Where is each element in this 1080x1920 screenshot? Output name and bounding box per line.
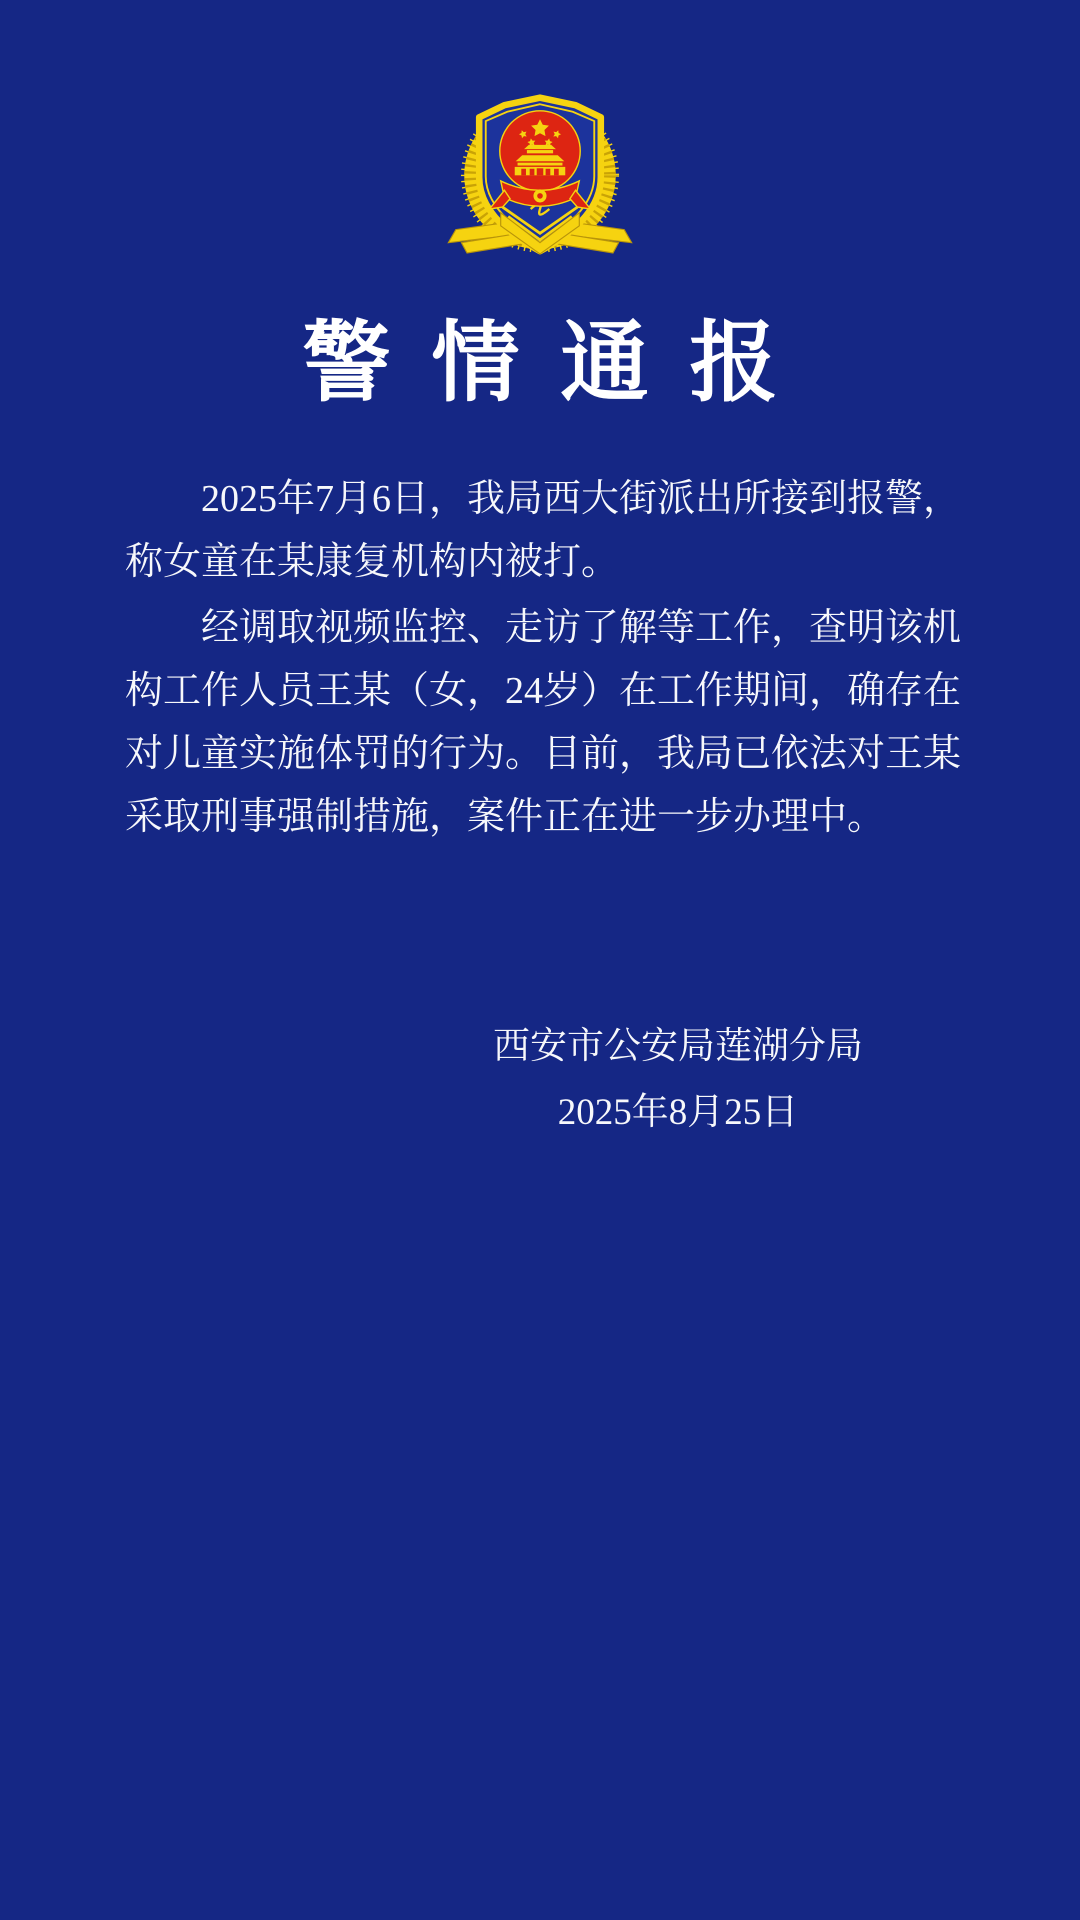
signature-block xyxy=(276,1014,1080,1146)
signature-agency: 西安市公安局莲湖分局 xyxy=(493,1026,863,1067)
body-line: 构工作人员王某（女，24岁）在工作期间，确存在 xyxy=(125,670,962,712)
body-line: 称女童在某康复机构内被打。 xyxy=(125,541,620,583)
notice-title: 警情通报 xyxy=(302,316,819,413)
body-paragraph xyxy=(125,597,962,849)
notice-body xyxy=(125,468,962,849)
body-paragraph xyxy=(125,468,962,594)
body-line: 对儿童实施体罚的行为。目前，我局已依法对王某 xyxy=(125,733,962,775)
signature-date: 2025年8月25日 xyxy=(557,1092,799,1133)
body-line: 经调取视频监控、走访了解等工作，查明该机 xyxy=(201,607,962,649)
police-badge-emblem xyxy=(0,0,1080,267)
body-line: 采取刑事强制措施，案件正在进一步办理中。 xyxy=(125,796,886,838)
police-badge-icon xyxy=(446,93,634,267)
body-line: 2025年7月6日，我局西大街派出所接到报警， xyxy=(201,478,962,520)
